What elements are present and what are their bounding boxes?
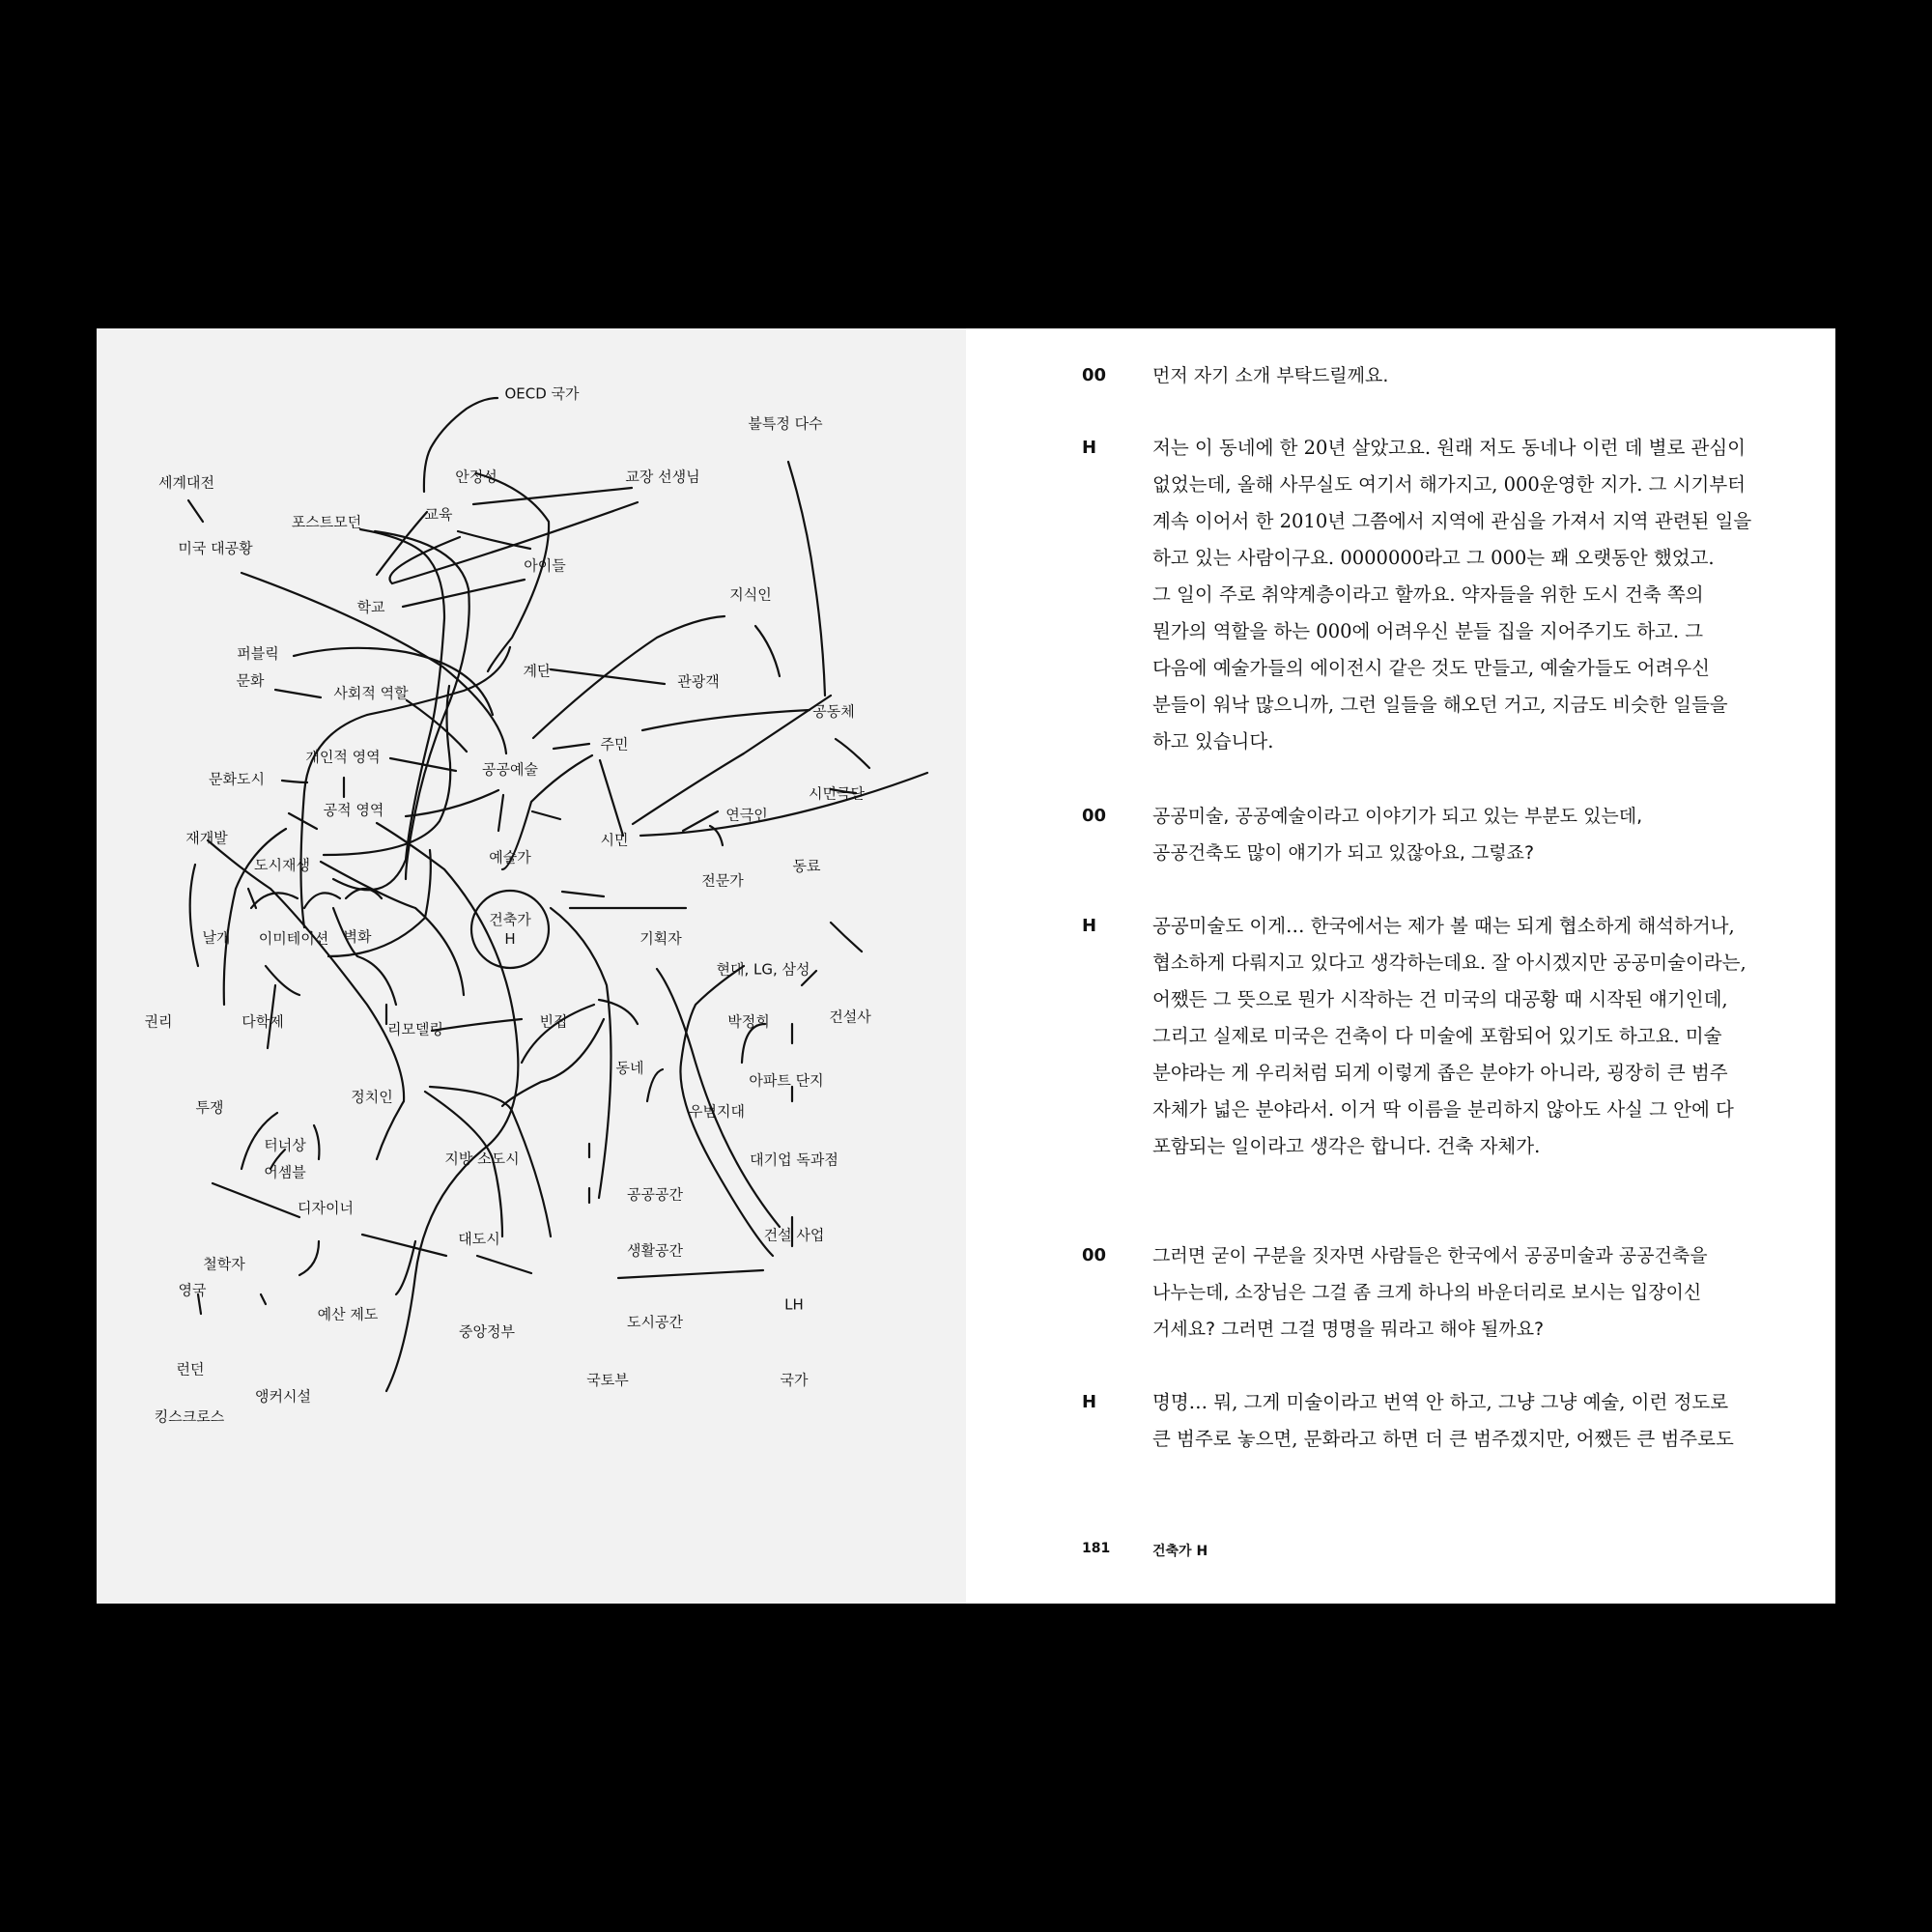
text-line: 분들이 워낙 많으니까, 그런 일들을 해오던 거고, 지금도 비슷한 일들을 (1152, 694, 1728, 716)
map-edge (362, 1235, 446, 1256)
map-node-gaein: 개인적 영역 (305, 748, 381, 766)
map-edge (282, 781, 307, 782)
text-line: 뭔가의 역할을 하는 000에 어려우신 분들 집을 지어주기도 하고. 그 (1152, 620, 1704, 642)
map-node-aideul: 아이들 (524, 556, 566, 575)
map-node-turner: 터너상 (264, 1136, 306, 1154)
map-node-dongryo: 동료 (792, 857, 821, 875)
map-node-hakgyo: 학교 (356, 598, 385, 616)
text-line: 계속 이어서 한 2010년 그쯤에서 지역에 관심을 가져서 지역 관련된 일을 (1152, 510, 1752, 532)
map-node-gukga: 국가 (780, 1371, 809, 1389)
text-line: 명명… 뭐, 그게 미술이라고 번역 안 하고, 그냥 그냥 예술, 이런 정도로 (1152, 1391, 1729, 1413)
map-edge (299, 1241, 319, 1275)
map-edge (755, 626, 780, 676)
text-line: 자체가 넓은 분야라서. 이거 딱 이름을 분리하지 않아도 사실 그 안에 다 (1152, 1098, 1734, 1121)
center-node-sublabel: H (504, 930, 516, 948)
map-edge (836, 739, 869, 768)
map-node-gonggongyesul: 공공예술 (482, 760, 538, 779)
map-node-geonseolsaeop: 건설 사업 (763, 1226, 825, 1244)
text-line: 없었는데, 올해 사무실도 여기서 해가지고, 000운영한 지가. 그 시기부터 (1152, 473, 1747, 496)
map-edge (477, 1256, 531, 1273)
utterance-text (1152, 1384, 1809, 1458)
book-spread (97, 328, 1835, 1604)
speaker-label: H (1082, 916, 1097, 936)
text-line: 하고 있습니다. (1152, 730, 1274, 753)
map-edge (213, 1183, 299, 1217)
map-node-jibang: 지방 소도시 (444, 1150, 520, 1168)
map-edge (788, 462, 825, 696)
text-line: 하고 있는 사람이구요. 0000000라고 그 000는 꽤 오랫동안 했었고. (1152, 547, 1715, 569)
map-node-bulteuk: 불특정 다수 (748, 414, 823, 433)
map-node-jungang: 중앙정부 (459, 1322, 515, 1341)
map-edge (551, 669, 665, 684)
map-node-oecd: OECD 국가 (504, 384, 580, 403)
map-edge (640, 773, 927, 836)
text-line: 공공미술도 이게… 한국에서는 제가 볼 때는 되게 협소하게 해석하거나, (1152, 915, 1735, 937)
map-node-assemble: 어셈블 (264, 1163, 306, 1181)
speaker-label: H (1082, 1392, 1097, 1412)
map-edge (396, 1241, 415, 1294)
map-node-gongdongche: 공동체 (812, 702, 855, 721)
text-line: 어쨌든 그 뜻으로 뭔가 시작하는 건 미국의 대공황 때 시작된 얘기인데, (1152, 988, 1728, 1010)
map-node-dahakje: 다학제 (242, 1012, 284, 1031)
map-edge (551, 908, 611, 1198)
map-node-binjip: 빈집 (539, 1012, 568, 1031)
map-node-yeongguk: 영국 (178, 1281, 207, 1299)
utterance-text (1152, 798, 1809, 871)
text-line: 나누는데, 소장님은 그걸 좀 크게 하나의 바운더리로 보시는 입장이신 (1152, 1282, 1702, 1303)
map-edge (599, 1000, 638, 1024)
map-node-hyundai: 현대, LG, 삼성 (716, 960, 810, 979)
map-node-daedosi: 대도시 (458, 1230, 500, 1248)
map-node-sahoe: 사회적 역할 (333, 684, 409, 702)
speaker-label: H (1082, 438, 1097, 458)
map-node-munhwa: 문화 (236, 671, 265, 690)
text-line: 다음에 예술가들의 에이전시 같은 것도 만들고, 예술가들도 어려우신 (1152, 657, 1711, 679)
map-node-remodeling: 리모델링 (387, 1020, 443, 1038)
map-edge (403, 580, 525, 607)
map-node-jumin: 주민 (600, 735, 629, 753)
map-node-yeongeukin: 연극인 (725, 806, 768, 824)
map-node-postmodern: 포스트모던 (291, 513, 362, 531)
text-line: 먼저 자기 소개 부탁드릴께요. (1152, 365, 1389, 386)
map-node-cheolhakja: 철학자 (203, 1255, 245, 1273)
map-edge (618, 1270, 763, 1278)
map-edge (314, 1125, 319, 1159)
map-node-lh: LH (784, 1295, 804, 1314)
map-edge (633, 696, 831, 824)
map-node-simingeukdan: 시민극단 (809, 784, 865, 803)
map-edge (261, 1294, 266, 1304)
right-page-interview (966, 328, 1835, 1604)
map-node-dosigonggan: 도시공간 (627, 1313, 683, 1331)
map-node-segye: 세계대전 (158, 473, 214, 492)
map-node-kingscross: 킹스크로스 (154, 1407, 225, 1426)
map-node-parkjh: 박정희 (727, 1012, 770, 1031)
map-node-yesulga: 예술가 (489, 848, 531, 867)
map-node-gyojang: 교장 선생님 (625, 468, 700, 486)
speaker-label: 00 (1082, 806, 1107, 826)
map-node-nalgae: 날개 (202, 928, 231, 947)
map-node-daegieop: 대기업 독과점 (750, 1151, 838, 1169)
map-node-yesan: 예산 제도 (317, 1305, 379, 1323)
map-edge (458, 531, 530, 549)
map-node-jisikin: 지식인 (729, 585, 772, 604)
text-line: 협소하게 다뤄지고 있다고 생각하는데요. 잘 아시겠지만 공공미술이라는, (1152, 952, 1747, 974)
map-node-miguk: 미국 대공황 (178, 539, 253, 557)
text-line: 공공미술, 공공예술이라고 이야기가 되고 있는 부분도 있는데, (1152, 806, 1643, 827)
map-node-simin: 시민 (600, 831, 629, 849)
map-node-gyedan: 계단 (523, 662, 552, 680)
map-edge (647, 1069, 663, 1101)
map-node-gwangwang: 관광객 (677, 672, 720, 691)
map-edge (600, 760, 623, 836)
map-node-anchor: 앵커시설 (255, 1387, 311, 1406)
map-node-byeokhwa: 벽화 (343, 927, 372, 946)
map-node-jaegaebal: 재개발 (185, 829, 228, 847)
utterance-text (1152, 430, 1809, 760)
concept-map-edges (97, 328, 966, 1604)
map-edge (432, 1019, 522, 1031)
running-title: 건축가 H (1152, 1544, 1208, 1559)
map-edge (275, 690, 321, 697)
speaker-label: 00 (1082, 365, 1107, 385)
map-edge (554, 744, 589, 749)
map-node-gonggonggonggan: 공공공간 (627, 1185, 683, 1204)
utterance-text (1152, 1237, 1809, 1348)
center-node-architect-h (489, 910, 530, 949)
map-edge (266, 966, 299, 995)
utterance-text (1152, 357, 1809, 394)
text-line: 저는 이 동네에 한 20년 살았고요. 원래 저도 동네나 이런 데 별로 관심이 (1152, 437, 1746, 459)
map-node-ubeom: 우범지대 (689, 1102, 745, 1121)
map-node-saenghwal: 생활공간 (627, 1241, 683, 1260)
text-line: 거세요? 그러면 그걸 명명을 뭐라고 해야 될까요? (1152, 1319, 1545, 1340)
page-number: 181 (1082, 1541, 1111, 1556)
map-node-imitation: 이미테이션 (258, 929, 329, 948)
map-node-dongne: 동네 (615, 1059, 644, 1077)
map-edge (304, 893, 340, 908)
speaker-label: 00 (1082, 1245, 1107, 1265)
map-edge (208, 840, 404, 1159)
map-node-anjeong: 안정성 (455, 468, 497, 486)
map-node-tujaeng: 투쟁 (195, 1098, 224, 1117)
map-edge (190, 865, 198, 966)
map-edge (532, 811, 560, 819)
map-node-jeonmunga: 전문가 (701, 871, 744, 890)
text-line: 그러면 굳이 구분을 짓자면 사람들은 한국에서 공공미술과 공공건축을 (1152, 1245, 1708, 1266)
map-edge (831, 923, 862, 952)
map-node-gihoekja: 기획자 (639, 929, 682, 948)
map-node-apart: 아파트 단지 (749, 1071, 824, 1090)
utterance-text (1152, 908, 1809, 1165)
text-line: 그리고 실제로 미국은 건축이 다 미술에 포함되어 있기도 하고요. 미술 (1152, 1025, 1722, 1047)
map-edge (188, 500, 203, 522)
map-node-gwonri: 권리 (144, 1012, 173, 1031)
map-node-jeongchiin: 정치인 (351, 1088, 393, 1106)
map-edge (562, 892, 604, 896)
map-edge (498, 795, 503, 831)
map-node-gongjeok: 공적 영역 (323, 801, 384, 819)
map-node-gukto: 국토부 (586, 1371, 629, 1389)
map-edge (473, 488, 632, 504)
map-node-munhwadosi: 문화도시 (209, 770, 265, 788)
map-node-publik: 퍼블릭 (237, 644, 279, 663)
text-line: 분야라는 게 우리처럼 되게 이렇게 좁은 분야가 아니라, 굉장히 큰 범주 (1152, 1062, 1728, 1084)
map-node-designer: 디자이너 (298, 1199, 354, 1217)
center-node-label: 건축가 (489, 911, 531, 928)
map-edge (375, 531, 469, 879)
text-line: 큰 범주로 놓으면, 문화라고 하면 더 큰 범주겠지만, 어쨌든 큰 범주로도 (1152, 1428, 1734, 1450)
map-node-london: 런던 (176, 1360, 205, 1378)
map-edge (251, 893, 298, 908)
text-line: 포함되는 일이라고 생각은 합니다. 건축 자체가. (1152, 1135, 1541, 1157)
text-line: 그 일이 주로 취약계층이라고 할까요. 약자들을 위한 도시 건축 쪽의 (1152, 583, 1704, 606)
map-node-geonseolsa: 건설사 (829, 1008, 871, 1026)
left-page-concept-map (97, 328, 966, 1604)
map-node-gyoyuk: 교육 (424, 505, 453, 524)
text-line: 공공건축도 많이 얘기가 되고 있잖아요, 그렇죠? (1152, 842, 1535, 864)
map-node-dosijaesaeng: 도시재생 (254, 856, 310, 874)
map-edge (407, 700, 467, 752)
